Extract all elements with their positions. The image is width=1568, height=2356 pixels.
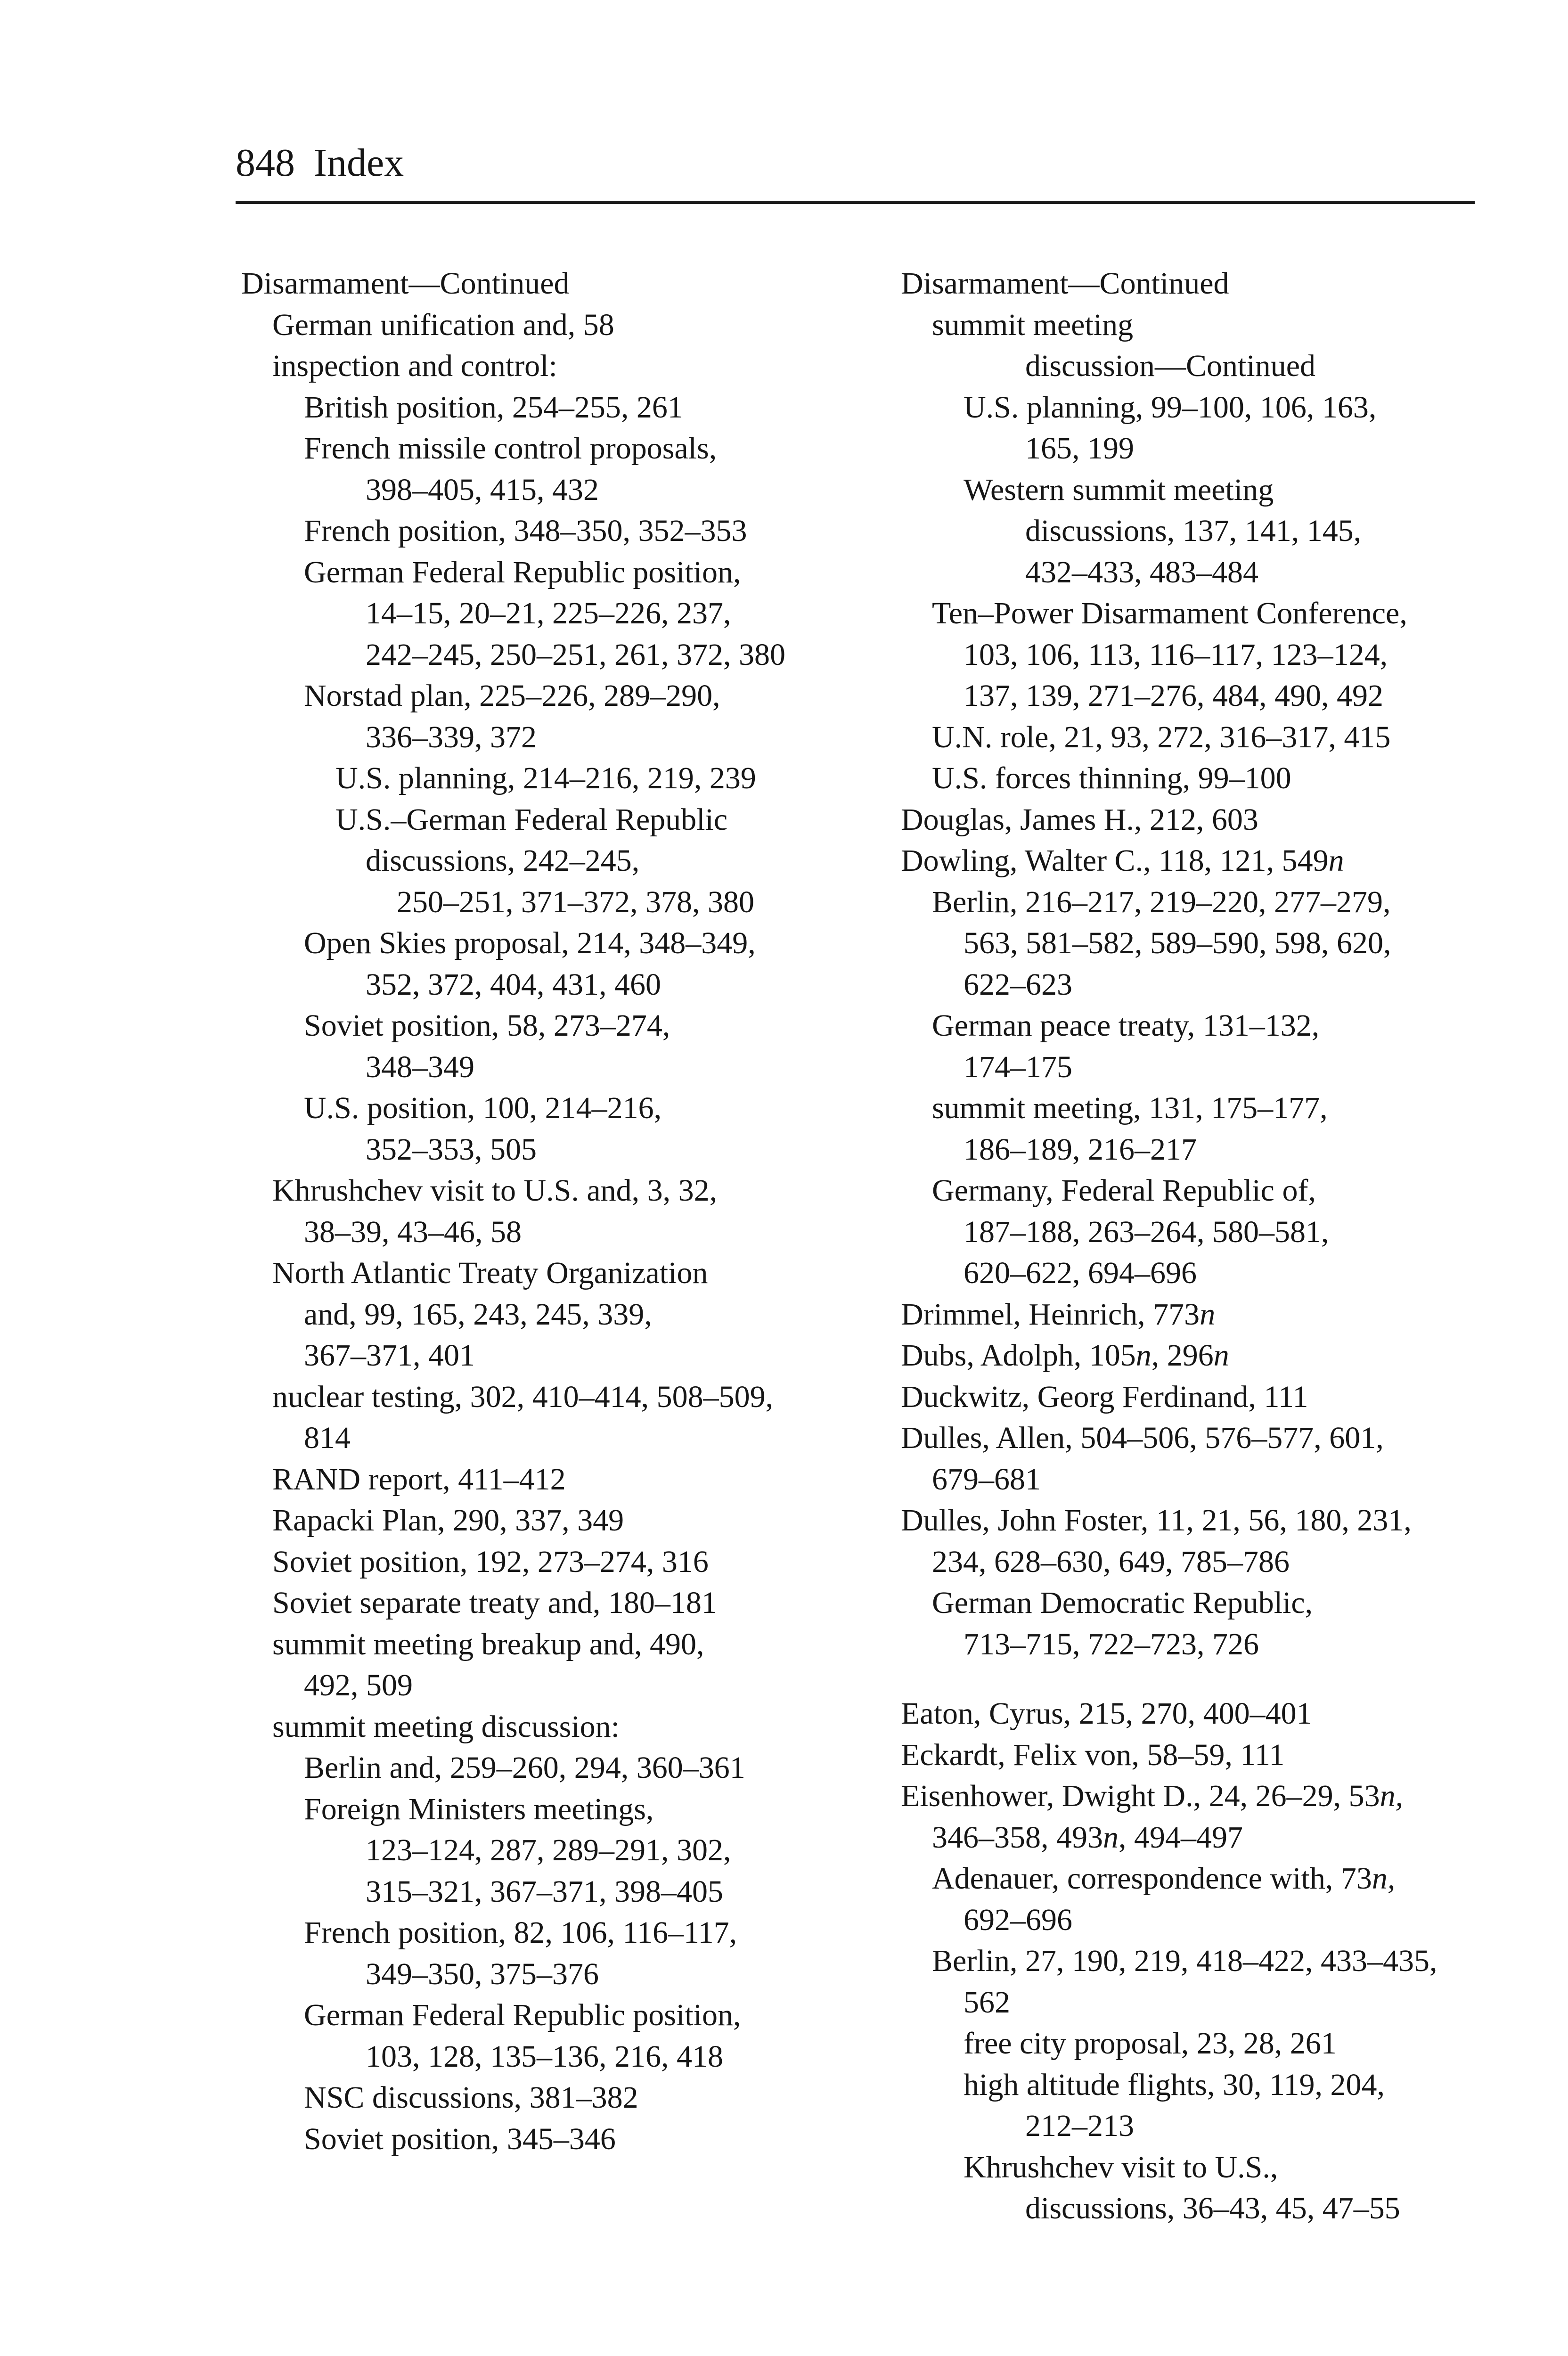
index-entry-text: 563, 581–582, 589–590, 598, 620, [964,926,1391,960]
index-entry-text: Duckwitz, Georg Ferdinand, 111 [901,1379,1308,1414]
index-entry-text: 186–189, 216–217 [964,1132,1197,1167]
index-entry-text: 103, 106, 113, 116–117, 123–124, [964,637,1388,672]
index-entry-text: NSC discussions, 381–382 [304,2080,638,2115]
index-subentry [901,510,1551,552]
index-entry-text: Eisenhower, Dwight D., 24, 26–29, 53 [901,1779,1380,1813]
index-entry-text: Berlin, 216–217, 219–220, 277–279, [932,884,1391,919]
index-subentry [241,634,891,676]
index-subentry [901,1624,1551,1665]
index-subentry [241,1500,891,1541]
index-subentry [901,387,1551,428]
index-heading [901,263,1551,304]
index-heading [901,1500,1551,1541]
index-entry-text: Drimmel, Heinrich, 773 [901,1297,1200,1332]
index-subentry [241,1665,891,1706]
index-subentry [241,387,891,428]
index-entry-text: French missile control proposals, [304,431,717,466]
index-entry-text: Germany, Federal Republic of, [932,1173,1316,1208]
index-entry-text: RAND report, 411–412 [272,1462,566,1497]
index-subentry [241,1417,891,1459]
index-entry-text: summit meeting [932,307,1134,342]
index-entry-text: Dulles, John Foster, 11, 21, 56, 180, 231, [901,1503,1412,1538]
index-subentry [901,1129,1551,1170]
index-subentry [901,1940,1551,1982]
index-heading [241,263,891,304]
index-heading [901,1335,1551,1376]
index-subentry [901,634,1551,676]
index-entry-text: Ten–Power Disarmament Conference, [932,596,1407,630]
header-rule [236,201,1475,204]
index-subentry [241,1706,891,1748]
index-subentry [241,923,891,964]
index-subentry [901,882,1551,923]
index-subentry [901,1982,1551,2023]
footnote-marker: n, [1380,1779,1404,1813]
index-entry-text: 346–358, 493n, 494–497 [932,1820,1243,1855]
index-subentry [901,428,1551,469]
index-subentry [241,2119,891,2160]
index-entry-text: 352, 372, 404, 431, 460 [366,967,661,1002]
index-subentry [241,1376,891,1418]
index-entry-text: and, 99, 165, 243, 245, 339, [304,1297,652,1332]
index-entry-text: discussions, 242–245, [366,843,640,878]
index-entry-text: Soviet position, 192, 273–274, 316 [272,1544,709,1579]
index-entry-text: summit meeting discussion: [272,1709,620,1744]
index-entry-text: 234, 628–630, 649, 785–786 [932,1544,1290,1579]
index-heading [901,1417,1551,1459]
index-subentry [241,1789,891,1830]
index-entry-text: 562 [964,1985,1010,2020]
index-subentry [901,717,1551,758]
index-subentry [901,1858,1551,1899]
index-entry-text: Soviet position, 345–346 [304,2121,616,2156]
index-heading [901,1734,1551,1776]
index-entry-text: Open Skies proposal, 214, 348–349, [304,926,756,960]
index-entry-text: 123–124, 287, 289–291, 302, [366,1833,731,1867]
index-entry-text: discussions, 36–43, 45, 47–55 [1025,2191,1400,2225]
index-entry-text: Rapacki Plan, 290, 337, 349 [272,1503,624,1538]
index-entry-text: 620–622, 694–696 [964,1256,1197,1290]
index-subentry [241,840,891,882]
index-entry-text: 692–696 [964,1902,1072,1937]
index-entry-text: free city proposal, 23, 28, 261 [964,2026,1337,2061]
index-column-right [901,263,1551,2229]
index-entry-text: U.S. planning, 214–216, 219, 239 [335,761,756,795]
index-entry-text: 174–175 [964,1049,1072,1084]
index-subentry [241,2077,891,2119]
index-subentry [901,593,1551,634]
index-subentry [901,1170,1551,1211]
index-entry-text: Soviet separate treaty and, 180–181 [272,1586,717,1620]
index-entry-text: 250–251, 371–372, 378, 380 [397,884,754,919]
footnote-marker: n [1200,1297,1216,1332]
index-subentry [241,1995,891,2036]
index-subentry [241,1005,891,1047]
index-subentry [901,1211,1551,1253]
footnote-marker: n [1213,1338,1229,1373]
index-entry-text: Eckardt, Felix von, 58–59, 111 [901,1737,1285,1772]
index-entry-text: 348–349 [366,1049,474,1084]
index-heading [901,1693,1551,1734]
index-subentry [901,345,1551,387]
index-entry-text: 492, 509 [304,1668,413,1702]
index-entry-text: summit meeting breakup and, 490, [272,1627,704,1661]
index-subentry [241,428,891,469]
index-entry-text: U.S. forces thinning, 99–100 [932,761,1291,795]
index-entry-text: 38–39, 43–46, 58 [304,1214,522,1249]
index-subentry [241,1871,891,1913]
index-subentry [901,758,1551,799]
index-entry-text: British position, 254–255, 261 [304,390,683,425]
index-subentry [901,1047,1551,1088]
index-subentry [241,1047,891,1088]
index-subentry [241,1624,891,1665]
index-entry-text: 187–188, 263–264, 580–581, [964,1214,1329,1249]
index-subentry [241,1954,891,1995]
index-entry-text: German Federal Republic position, [304,555,741,589]
index-subentry [901,1582,1551,1624]
index-subentry [901,1088,1551,1129]
index-subentry [901,964,1551,1006]
index-subentry [901,2147,1551,2188]
index-entry-text: 398–405, 415, 432 [366,472,599,507]
index-entry-text: French position, 348–350, 352–353 [304,514,747,548]
index-entry-text: 814 [304,1421,351,1455]
index-entry-text: 432–433, 483–484 [1025,555,1258,589]
index-entry-text: Soviet position, 58, 273–274, [304,1008,670,1043]
index-subentry [901,1252,1551,1294]
index-entry-text: summit meeting, 131, 175–177, [932,1091,1328,1125]
index-subentry [241,1582,891,1624]
index-entry-text: French position, 82, 106, 116–117, [304,1915,737,1950]
index-subentry [241,552,891,593]
index-entry-text: 349–350, 375–376 [366,1956,599,1991]
index-entry-text: U.S.–German Federal Republic [335,802,728,837]
index-entry-text: 352–353, 505 [366,1132,537,1167]
index-subentry [241,964,891,1006]
index-subentry [241,675,891,717]
index-subentry [241,882,891,923]
index-entry-text: German peace treaty, 131–132, [932,1008,1320,1043]
index-subentry [901,923,1551,964]
index-entry-text: Dowling, Walter C., 118, 121, 549 [901,843,1329,878]
index-subentry [241,1459,891,1500]
index-entry-text: discussion—Continued [1025,349,1316,383]
index-subentry [241,1335,891,1376]
index-subentry [901,1817,1551,1858]
index-entry-text: 212–213 [1025,2109,1134,2143]
index-heading [901,1294,1551,1335]
index-entry-text: Dubs, Adolph, 105n, 296 [901,1338,1214,1373]
index-entry-text: Khrushchev visit to U.S. and, 3, 32, [272,1173,718,1208]
section-title: Index [314,141,404,185]
index-entry-text: 336–339, 372 [366,720,537,754]
index-entry-text: U.S. position, 100, 214–216, [304,1091,662,1125]
index-entry-text: 103, 128, 135–136, 216, 418 [366,2039,723,2074]
index-heading [901,1775,1551,1817]
index-entry-text: 14–15, 20–21, 225–226, 237, [366,596,731,630]
index-subentry [241,304,891,346]
index-heading [901,840,1551,882]
index-subentry [241,1912,891,1954]
index-entry-text: German Democratic Republic, [932,1586,1313,1620]
index-subentry [901,552,1551,593]
index-entry-text: discussions, 137, 141, 145, [1025,514,1362,548]
index-subentry [901,1541,1551,1583]
index-entry-text: 165, 199 [1025,431,1134,466]
index-entry-text: 367–371, 401 [304,1338,475,1373]
index-entry-text: inspection and control: [272,349,557,383]
index-entry-text: Foreign Ministers meetings, [304,1792,654,1826]
index-entry-text: Eaton, Cyrus, 215, 270, 400–401 [901,1696,1312,1731]
index-entry-text: German Federal Republic position, [304,1998,741,2032]
index-entry-text: 679–681 [932,1462,1041,1497]
index-subentry [241,799,891,841]
index-entry-text: Western summit meeting [964,472,1274,507]
index-entry-text: high altitude flights, 30, 119, 204, [964,2067,1385,2102]
index-subentry [901,1899,1551,1941]
index-subentry [901,2023,1551,2064]
index-entry-text: 622–623 [964,967,1072,1002]
index-entry-text: Berlin, 27, 190, 219, 418–422, 433–435, [932,1944,1437,1978]
index-subentry [241,758,891,799]
index-subentry [241,345,891,387]
index-entry-text: Norstad plan, 225–226, 289–290, [304,679,720,713]
index-entry-text: 242–245, 250–251, 261, 372, 380 [366,637,785,672]
index-entry-text: Disarmament—Continued [901,266,1229,301]
index-entry-text: Berlin and, 259–260, 294, 360–361 [304,1751,745,1785]
index-subentry [901,675,1551,717]
index-subentry [241,510,891,552]
index-entry-text: Adenauer, correspondence with, 73 [932,1861,1372,1896]
index-subentry [901,1459,1551,1500]
index-entry-text: Khrushchev visit to U.S., [964,2150,1278,2184]
index-subentry [901,2064,1551,2106]
index-entry-text: 713–715, 722–723, 726 [964,1627,1259,1661]
index-subentry [241,1129,891,1170]
index-entry-text: U.N. role, 21, 93, 272, 316–317, 415 [932,720,1391,754]
index-subentry [241,1294,891,1335]
index-entry-text: Douglas, James H., 212, 603 [901,802,1258,837]
running-header [236,139,1475,187]
letter-group-gap [901,1665,1551,1693]
footnote-marker: n, [1372,1861,1396,1896]
index-subentry [901,1005,1551,1047]
index-heading [901,1376,1551,1418]
index-heading [901,799,1551,841]
index-subentry [241,1541,891,1583]
index-entry-text: 137, 139, 271–276, 484, 490, 492 [964,679,1383,713]
index-subentry [241,2036,891,2078]
index-subentry [241,1747,891,1789]
index-subentry [241,1252,891,1294]
index-entry-text: U.S. planning, 99–100, 106, 163, [964,390,1377,425]
index-entry-text: Disarmament—Continued [241,266,570,301]
index-subentry [901,469,1551,511]
index-subentry [241,593,891,634]
index-entry-text: German unification and, 58 [272,307,614,342]
footnote-marker: n [1328,843,1344,878]
index-subentry [901,2188,1551,2229]
index-subentry [241,1088,891,1129]
index-column-left [241,263,891,2160]
index-entry-text: nuclear testing, 302, 410–414, 508–509, [272,1379,774,1414]
index-subentry [241,717,891,758]
index-subentry [241,1830,891,1871]
index-subentry [241,469,891,511]
index-subentry [901,304,1551,346]
index-entry-text: Dulles, Allen, 504–506, 576–577, 601, [901,1421,1384,1455]
index-subentry [901,2105,1551,2147]
index-subentry [241,1170,891,1211]
page-number: 848 [236,141,295,185]
index-entry-text: 315–321, 367–371, 398–405 [366,1874,723,1909]
index-entry-text: North Atlantic Treaty Organization [272,1256,708,1290]
index-subentry [241,1211,891,1253]
